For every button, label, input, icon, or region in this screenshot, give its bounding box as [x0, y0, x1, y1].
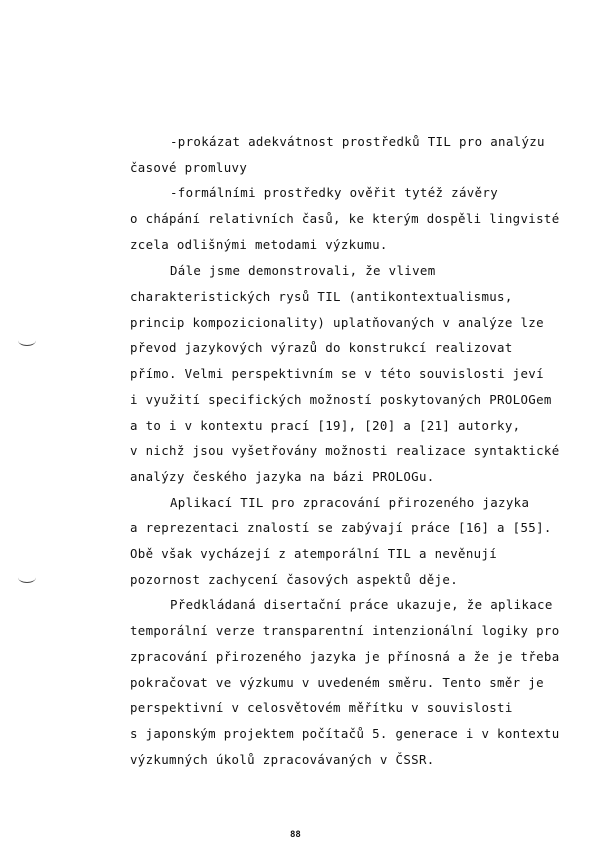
text-line: -prokázat adekvátnost prostředků TIL pro analýzu: [170, 134, 545, 149]
text-line: temporální verze transparentní intenzionální logiky pro: [130, 623, 560, 638]
page-number: 88: [290, 830, 301, 840]
text-line: a to i v kontextu prací [19], [20] a [21] autorky,: [130, 418, 521, 433]
text-line: Předkládaná disertační práce ukazuje, že aplikace: [170, 597, 553, 612]
text-line: pozornost zachycení časových aspektů děje.: [130, 572, 459, 587]
margin-mark: [18, 572, 36, 583]
text-line: s japonským projektem počítačů 5. generace i v kontextu: [130, 726, 560, 741]
text-line: charakteristických rysů TIL (antikontextualismus,: [130, 289, 513, 304]
text-line: časové promluvy: [130, 160, 248, 175]
text-line: výzkumných úkolů zpracovávaných v ČSSR.: [130, 752, 435, 767]
text-line: princip kompozicionality) uplatňovaných v analýze lze: [130, 315, 544, 330]
text-line: zcela odlišnými metodami výzkumu.: [130, 237, 388, 252]
text-line: perspektivní v celosvětovém měřítku v souvislosti: [130, 700, 513, 715]
text-line: -formálními prostředky ověřit tytéž závěry: [170, 185, 499, 200]
text-line: přímo. Velmi perspektivním se v této souvislosti jeví: [130, 366, 544, 381]
text-line: zpracování přirozeného jazyka je přínosná a že je třeba: [130, 649, 560, 664]
text-line: v nichž jsou vyšetřovány možnosti realizace syntaktické: [130, 443, 560, 458]
text-line: pokračovat ve výzkumu v uvedeném směru. Tento směr je: [130, 675, 544, 690]
text-line: Obě však vycházejí z atemporální TIL a nevěnují: [130, 546, 498, 561]
text-line: převod jazykových výrazů do konstrukcí realizovat: [130, 340, 513, 355]
text-line: a reprezentaci znalostí se zabývají práce [16] a [55].: [130, 520, 552, 535]
text-line: Dále jsme demonstrovali, že vlivem: [170, 263, 436, 278]
margin-mark: [18, 335, 36, 346]
text-line: Aplikací TIL pro zpracování přirozeného jazyka: [170, 495, 530, 510]
text-line: i využití specifických možností poskytovaných PROLOGem: [130, 392, 552, 407]
text-line: o chápání relativních časů, ke kterým dospěli lingvisté: [130, 211, 560, 226]
text-line: analýzy českého jazyka na bázi PROLOGu.: [130, 469, 435, 484]
